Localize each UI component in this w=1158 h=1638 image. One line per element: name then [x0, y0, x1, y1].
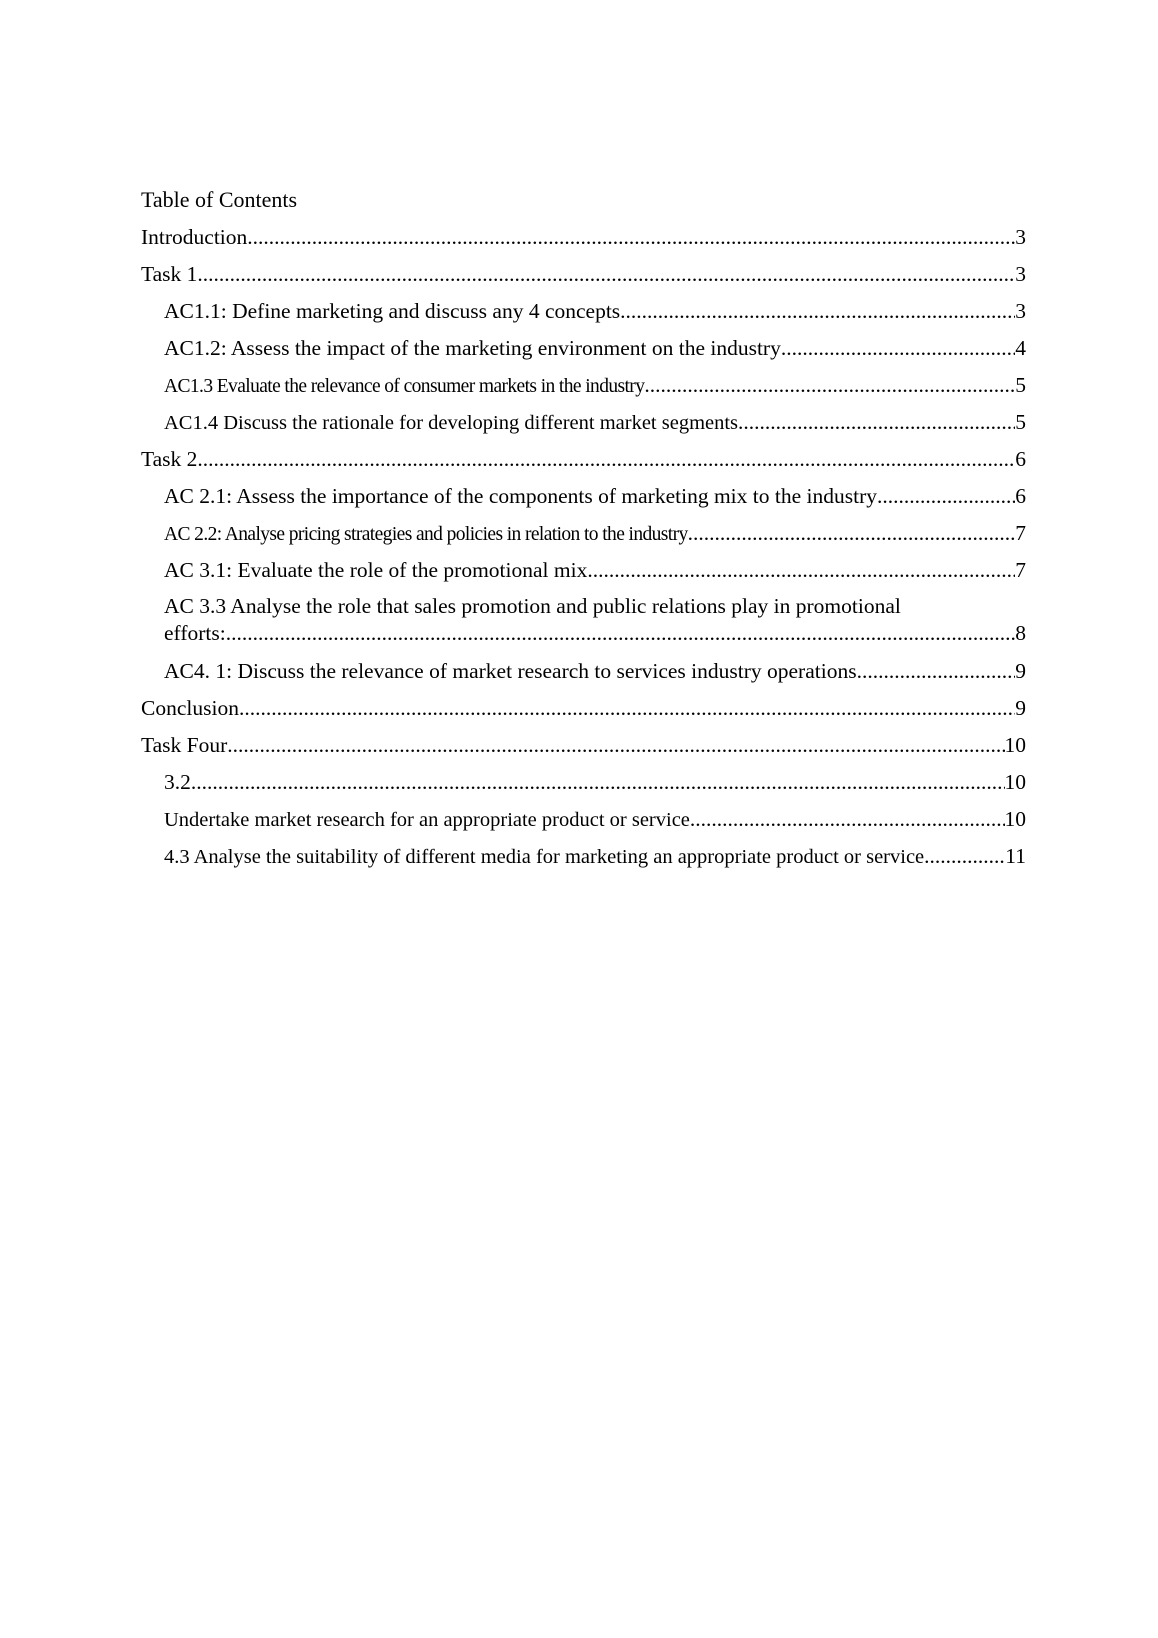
dot-leader: [197, 260, 1015, 288]
toc-entry-label: AC1.4 Discuss the rationale for developing different market segments: [164, 412, 739, 434]
dot-leader: [924, 842, 1005, 870]
dot-leader: [620, 297, 1015, 325]
toc-entry-page: 3: [1015, 299, 1026, 323]
toc-entry-page: 11: [1005, 844, 1026, 868]
toc-entry-page: 6: [1015, 447, 1026, 471]
toc-entry-task-1[interactable]: [141, 260, 1026, 297]
toc-entry-ac1-3[interactable]: [141, 371, 1026, 408]
dot-leader: [644, 371, 1015, 399]
toc-entry-page: 4: [1015, 336, 1026, 360]
dot-leader: [227, 731, 1004, 759]
toc-entry-page: 10: [1004, 807, 1026, 831]
toc-entry-page: 10: [1004, 733, 1026, 757]
dot-leader: [690, 805, 1005, 833]
toc-entry-introduction[interactable]: [141, 223, 1026, 260]
toc-entry-label: 3.2: [164, 770, 191, 794]
toc-entry-label: Task 2: [141, 447, 198, 471]
toc-entry-page: 3: [1015, 262, 1026, 286]
toc-entry-conclusion[interactable]: [141, 694, 1026, 731]
toc-entry-label: 4.3 Analyse the suitability of different media for marketing an appropriate product or service: [164, 846, 925, 868]
dot-leader: [781, 334, 1015, 362]
table-of-contents: [141, 186, 1026, 879]
toc-entry-market-research[interactable]: [141, 805, 1026, 842]
toc-entry-label: Task 1: [141, 262, 198, 286]
toc-entry-ac2-1[interactable]: [141, 482, 1026, 519]
toc-entry-ac4-1[interactable]: [141, 657, 1026, 694]
dot-leader: [738, 408, 1015, 436]
toc-entry-label: Introduction: [141, 225, 248, 249]
dot-leader: [688, 519, 1016, 547]
toc-entry-label-line-2: efforts:: [164, 621, 226, 645]
toc-entry-page: 9: [1015, 659, 1026, 683]
dot-leader: [247, 223, 1015, 251]
dot-leader: [226, 620, 1016, 647]
toc-entry-label: AC1.3 Evaluate the relevance of consumer markets in the industry: [164, 376, 645, 397]
toc-entry-label: Task Four: [141, 733, 228, 757]
toc-entry-ac2-2[interactable]: [141, 519, 1026, 556]
toc-entry-page: 10: [1004, 770, 1026, 794]
toc-entry-ac3-3[interactable]: [141, 593, 1026, 657]
dot-leader: [191, 768, 1005, 796]
toc-entry-label: AC1.2: Assess the impact of the marketing environment on the industry: [164, 336, 781, 360]
toc-entry-page: 6: [1015, 484, 1026, 508]
toc-entry-task-2[interactable]: [141, 445, 1026, 482]
toc-entry-label: Conclusion: [141, 696, 239, 720]
toc-entry-page: 8: [1015, 621, 1026, 645]
dot-leader: [239, 694, 1015, 722]
toc-entry-label: AC4. 1: Discuss the relevance of market research to services industry operations: [164, 659, 857, 683]
toc-entry-page: 5: [1015, 373, 1026, 397]
toc-entry-page: 5: [1015, 410, 1026, 434]
toc-entry-page: 7: [1015, 558, 1026, 582]
toc-title: Table of Contents: [141, 187, 298, 212]
toc-entry-4-3[interactable]: [141, 842, 1026, 879]
dot-leader: [857, 657, 1016, 685]
toc-entry-ac1-4[interactable]: [141, 408, 1026, 445]
toc-entry-task-four[interactable]: [141, 731, 1026, 768]
toc-entry-ac1-1[interactable]: [141, 297, 1026, 334]
dot-leader: [877, 482, 1015, 510]
toc-entry-label: AC 3.1: Evaluate the role of the promotional mix: [164, 558, 588, 582]
toc-entry-label: AC1.1: Define marketing and discuss any 4 concepts: [164, 299, 621, 323]
toc-entry-ac1-2[interactable]: [141, 334, 1026, 371]
toc-entry-label: Undertake market research for an appropriate product or service: [164, 809, 690, 831]
toc-entry-label-line-1: AC 3.3 Analyse the role that sales promotion and public relations play in promotional: [164, 594, 901, 618]
toc-entry-page: 9: [1015, 696, 1026, 720]
toc-entry-3-2[interactable]: [141, 768, 1026, 805]
toc-entry-page: 7: [1015, 521, 1026, 545]
dot-leader: [197, 445, 1015, 473]
toc-entry-label: AC 2.2: Analyse pricing strategies and policies in relation to the industry: [164, 524, 688, 545]
toc-entry-page: 3: [1015, 225, 1026, 249]
toc-entry-line-2: [164, 620, 1026, 647]
toc-entry-ac3-1[interactable]: [141, 556, 1026, 593]
toc-entry-label: AC 2.1: Assess the importance of the components of marketing mix to the industry: [164, 484, 877, 508]
toc-entries: [141, 223, 1026, 879]
dot-leader: [587, 556, 1015, 584]
